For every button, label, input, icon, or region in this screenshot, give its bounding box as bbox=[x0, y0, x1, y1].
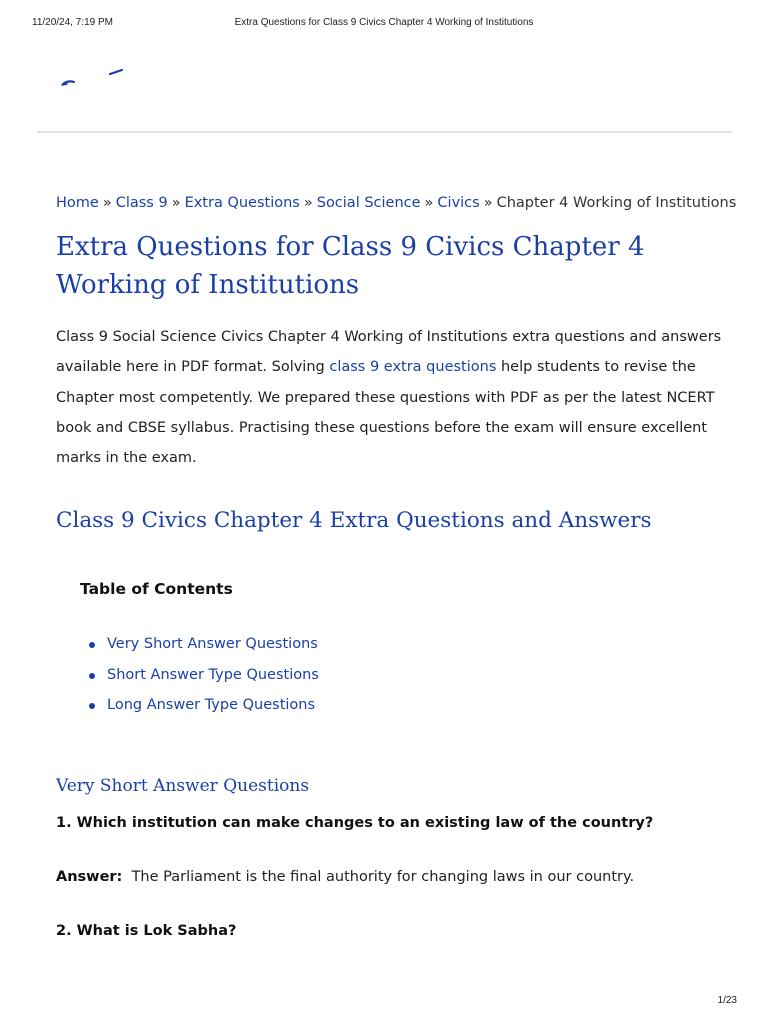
question-2: 2. What is Lok Sabha? bbox=[56, 922, 237, 939]
header-divider bbox=[37, 131, 732, 133]
page-title: Extra Questions for Class 9 Civics Chapter 4 Working of Institutions bbox=[56, 232, 645, 300]
toc-list bbox=[80, 629, 728, 720]
toc-item-short-answer[interactable]: Short Answer Type Questions bbox=[80, 660, 728, 690]
section-title: Class 9 Civics Chapter 4 Extra Questions and Answers bbox=[56, 508, 652, 534]
answer-1-text: The Parliament is the final authority for changing laws in our country. bbox=[131, 868, 635, 885]
intro-text-end: help students to revise the Chapter most competently. We prepared these questions with PDF as per the latest NCERT book and CBSE syllabus. Practising these questions before the exam will ensure excellent marks in the exam. bbox=[56, 359, 715, 467]
breadcrumb-separator: » bbox=[424, 195, 434, 211]
breadcrumb-current: Chapter 4 Working of Institutions bbox=[496, 195, 737, 211]
breadcrumb-link-class-9[interactable]: Class 9 bbox=[115, 195, 168, 211]
toc-item-long-answer[interactable]: Long Answer Type Questions bbox=[80, 690, 728, 720]
intro-paragraph bbox=[56, 322, 728, 473]
question-1: 1. Which institution can make changes to an existing law of the country? bbox=[56, 814, 654, 831]
table-of-contents bbox=[80, 577, 728, 720]
toc-item-very-short-answer[interactable]: Very Short Answer Questions bbox=[80, 629, 728, 659]
breadcrumb-separator: » bbox=[483, 195, 493, 211]
breadcrumb-separator: » bbox=[303, 195, 313, 211]
intro-text-start: Class 9 Social Science Civics Chapter 4 Working of Institutions extra questions and answers available here in PDF format. Solving bbox=[56, 329, 722, 376]
answer-label: Answer: bbox=[56, 868, 123, 885]
print-page-title: Extra Questions for Class 9 Civics Chapter 4 Working of Institutions bbox=[234, 17, 534, 28]
breadcrumb-separator: » bbox=[171, 195, 181, 211]
breadcrumb bbox=[56, 188, 737, 218]
breadcrumb-link-extra-questions[interactable]: Extra Questions bbox=[184, 195, 300, 211]
breadcrumb-link-home[interactable]: Home bbox=[56, 195, 99, 211]
article-content bbox=[56, 188, 737, 942]
print-header bbox=[0, 17, 768, 31]
page-number: 1/23 bbox=[717, 995, 737, 1006]
site-logo-icon[interactable] bbox=[58, 66, 128, 88]
toc-title: Table of Contents bbox=[80, 580, 233, 599]
print-datetime: 11/20/24, 7:19 PM bbox=[32, 17, 113, 28]
breadcrumb-link-civics[interactable]: Civics bbox=[437, 195, 480, 211]
class-9-extra-questions-link[interactable]: class 9 extra questions bbox=[329, 359, 497, 376]
breadcrumb-link-social-science[interactable]: Social Science bbox=[316, 195, 421, 211]
answer-1 bbox=[56, 866, 728, 888]
breadcrumb-separator: » bbox=[102, 195, 112, 211]
very-short-answer-heading: Very Short Answer Questions bbox=[56, 775, 310, 796]
